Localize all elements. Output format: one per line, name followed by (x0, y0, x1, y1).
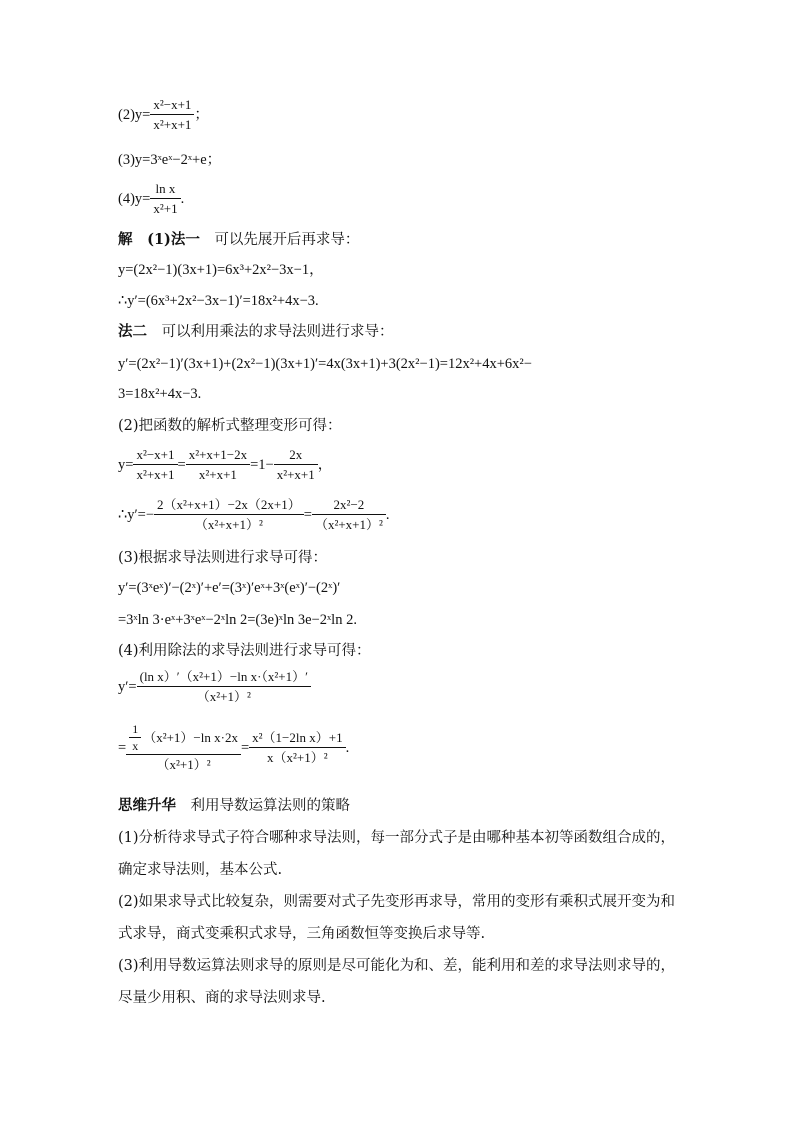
problem-4-label: (4)y= (118, 190, 151, 207)
solution-4-line-2 (118, 722, 349, 773)
fraction-numerator: x²（1−2ln x）+1 (249, 729, 345, 748)
fraction (126, 722, 241, 773)
fraction-denominator: （x²+x+1）² (194, 517, 263, 532)
solution-4-line-1 (118, 668, 311, 705)
method-1-text: 可以先展开后再求导： (199, 232, 360, 248)
fraction-numerator: 2x²−2 (312, 496, 386, 515)
problem-2 (118, 96, 209, 133)
solution-3-line-1: y′=(3ˣeˣ)′−(2ˣ)′+e′=(3ˣ)′eˣ+3ˣ(eˣ)′−(2ˣ)′ (118, 580, 341, 596)
fraction-numerator: 2（x²+x+1）−2x（2x+1） (154, 496, 304, 515)
method-2-line-2: 3=18x²+4x−3. (118, 386, 202, 402)
fraction (137, 668, 311, 705)
equals: = (240, 739, 250, 756)
numerator-rest: （x²+1）−ln x·2x (143, 730, 238, 745)
fraction (186, 446, 250, 483)
solution-1-heading (118, 230, 359, 250)
solution-label: 解 (118, 231, 133, 248)
fraction-denominator: x（x²+1）² (267, 750, 328, 765)
method-2-heading (118, 322, 394, 342)
fraction-denominator: （x²+1）² (196, 689, 251, 704)
punctuation: . (385, 506, 390, 523)
solution-2-line-1 (118, 446, 332, 483)
lhs: ∴y′=− (118, 506, 155, 523)
fraction-denominator: x²+1 (153, 201, 178, 216)
solution-2-heading: (2)把函数的解析式整理变形可得： (118, 418, 342, 434)
fraction-denominator: x²+x+1 (153, 117, 192, 132)
fraction-numerator: ln x (150, 180, 180, 199)
fraction-numerator: x²+x+1−2x (186, 446, 250, 465)
fraction (133, 446, 177, 483)
solution-4-heading: (4)利用除法的求导法则进行求导可得： (118, 643, 371, 659)
punctuation: ， (317, 456, 333, 473)
problem-2-fraction (150, 96, 194, 133)
fraction-denominator: x²+x+1 (276, 467, 315, 482)
summary-heading (118, 796, 350, 816)
summary-item-3: (3)利用导数运算法则求导的原则是尽可能化为和、差，能利用和差的求导法则求导的，尽量少用积、商的求导法则求导. (118, 958, 676, 1006)
solution-1-line-2: ∴y′=(6x³+2x²−3x−1)′=18x²+4x−3. (118, 293, 319, 309)
method-2-line-1: y′=(2x²−1)′(3x+1)+(2x²−1)(3x+1)′=4x(3x+1)+3(2x²−1)=12x²+4x+6x²− (118, 356, 532, 372)
lhs: y= (118, 456, 134, 473)
fraction-numerator: 1 (129, 722, 141, 738)
fraction-denominator: （x²+1）² (156, 757, 211, 772)
method-2-label: 法二 (118, 323, 147, 340)
fraction-denominator: x (132, 739, 139, 753)
fraction-numerator: (ln x）′（x²+1）−ln x·（x²+1）′ (137, 668, 311, 687)
summary-label: 思维升华 (118, 797, 176, 814)
punctuation: ； (194, 106, 209, 123)
solution-3-heading: (3)根据求导法则进行求导可得： (118, 550, 328, 566)
equals: = (303, 506, 312, 523)
summary-item-1: (1)分析待求导式子符合哪种求导法则，每一部分式子是由哪种基本初等函数组合成的，确定求导法则，基本公式. (118, 830, 676, 878)
fraction-numerator: x²−x+1 (150, 96, 194, 115)
fraction-numerator: 2x (274, 446, 318, 465)
problem-3: (3)y=3ˣeˣ−2ˣ+e； (118, 152, 222, 168)
summary-item-2: (2)如果求导式比较复杂，则需要对式子先变形再求导，常用的变形有乘积式展开变为和式求导，商式变乘积式求导，三角函数恒等变换后求导等. (118, 894, 676, 942)
fraction (154, 496, 304, 533)
problem-4-fraction (150, 180, 180, 217)
equals: = (118, 739, 127, 756)
fraction (312, 496, 386, 533)
fraction-denominator: x²+x+1 (198, 467, 237, 482)
equals: = (177, 456, 186, 473)
solution-2-line-2 (118, 496, 390, 533)
fraction-numerator: x²−x+1 (133, 446, 177, 465)
problem-4 (118, 180, 184, 217)
fraction (274, 446, 318, 483)
equals-one-minus: =1− (250, 456, 274, 473)
punctuation: . (345, 739, 350, 756)
solution-1-line-1: y=(2x²−1)(3x+1)=6x³+2x²−3x−1， (118, 262, 324, 278)
punctuation: . (180, 190, 185, 207)
inner-fraction (129, 722, 141, 753)
fraction-numerator (126, 722, 241, 755)
solution-3-line-2: =3ˣln 3·eˣ+3ˣeˣ−2ˣln 2=(3e)ˣln 3e−2ˣln 2. (118, 612, 357, 628)
method-2-text: 可以利用乘法的求导法则进行求导： (147, 324, 394, 340)
lhs: y′= (118, 678, 137, 695)
fraction (249, 729, 345, 766)
problem-2-label: (2)y= (118, 106, 151, 123)
method-1-label: (1)法一 (147, 231, 200, 248)
fraction-denominator: （x²+x+1）² (314, 517, 383, 532)
summary-title: 利用导数运算法则的策略 (176, 798, 350, 814)
fraction-denominator: x²+x+1 (136, 467, 175, 482)
